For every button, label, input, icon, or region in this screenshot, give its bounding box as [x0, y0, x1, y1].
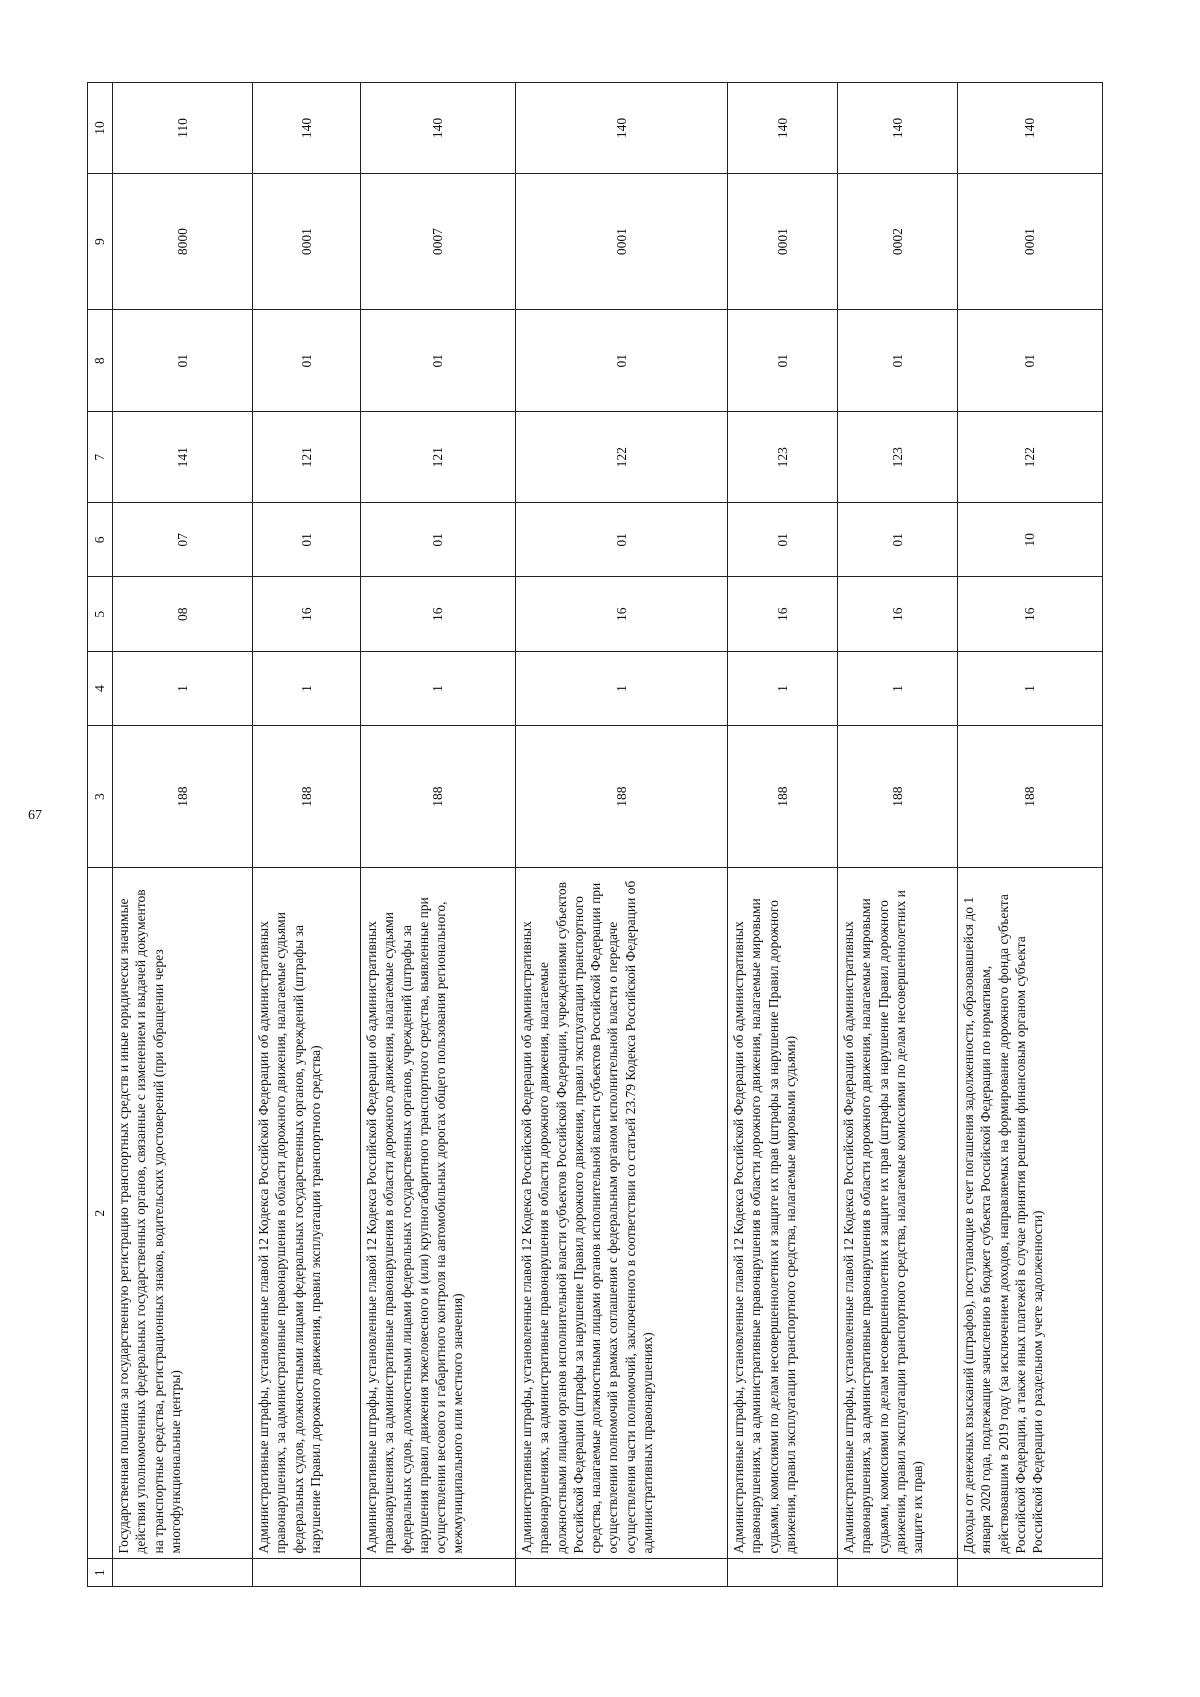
code-cell: 1 [361, 651, 516, 725]
code-cell: 8000 [113, 174, 253, 310]
code-cell: 01 [361, 503, 516, 577]
code-cell: 16 [361, 577, 516, 651]
code-cell: 08 [113, 577, 253, 651]
row-number-cell [113, 1559, 253, 1587]
header-cell: 2 [88, 868, 113, 1559]
code-cell: 121 [253, 412, 361, 503]
code-cell: 01 [113, 310, 253, 412]
header-cell: 1 [88, 1559, 113, 1587]
code-cell: 0001 [516, 174, 728, 310]
code-cell: 01 [516, 503, 728, 577]
admin-code-cell: 188 [361, 726, 516, 868]
code-cell: 16 [958, 577, 1103, 651]
admin-code-cell: 188 [958, 726, 1103, 868]
table-row [516, 83, 728, 1587]
code-cell: 140 [728, 83, 838, 174]
row-number-cell [838, 1559, 958, 1587]
code-cell: 16 [728, 577, 838, 651]
code-cell: 0002 [838, 174, 958, 310]
code-cell: 122 [958, 412, 1103, 503]
code-cell: 0001 [728, 174, 838, 310]
code-cell: 01 [958, 310, 1103, 412]
code-cell: 140 [516, 83, 728, 174]
admin-code-cell: 188 [728, 726, 838, 868]
code-cell: 110 [113, 83, 253, 174]
admin-code-cell: 188 [253, 726, 361, 868]
table-row [838, 83, 958, 1587]
code-cell: 01 [838, 310, 958, 412]
admin-code-cell: 188 [516, 726, 728, 868]
header-cell: 9 [88, 174, 113, 310]
code-cell: 123 [838, 412, 958, 503]
code-cell: 01 [838, 503, 958, 577]
row-number-cell [516, 1559, 728, 1587]
admin-code-cell: 188 [838, 726, 958, 868]
header-cell: 4 [88, 651, 113, 725]
code-cell: 01 [516, 310, 728, 412]
row-number-cell [253, 1559, 361, 1587]
code-cell: 0007 [361, 174, 516, 310]
code-cell: 123 [728, 412, 838, 503]
rotated-table-container [87, 82, 1097, 1587]
code-cell: 1 [113, 651, 253, 725]
code-cell: 122 [516, 412, 728, 503]
budget-classification-table [87, 82, 1103, 1587]
code-cell: 140 [253, 83, 361, 174]
admin-code-cell: 188 [113, 726, 253, 868]
table-row [958, 83, 1103, 1587]
page-number: 67 [28, 808, 42, 823]
header-cell: 8 [88, 310, 113, 412]
row-number-cell [728, 1559, 838, 1587]
code-cell: 01 [361, 310, 516, 412]
code-cell: 121 [361, 412, 516, 503]
description-cell: Административные штрафы, установленные главой 12 Кодекса Российской Федерации об административных правонарушениях, за административные правонарушения в области дорожного движения, налагаемые мировыми судьями, комиссиями по делам несовершеннолетних и защите их прав (штрафы за нарушение Правил дорожного движения, правил эксплуатации транспортного средства, налагаемые мировыми судьями) [728, 868, 838, 1559]
header-cell: 3 [88, 726, 113, 868]
code-cell: 01 [728, 503, 838, 577]
header-cell: 5 [88, 577, 113, 651]
code-cell: 07 [113, 503, 253, 577]
code-cell: 01 [728, 310, 838, 412]
code-cell: 0001 [253, 174, 361, 310]
description-cell: Административные штрафы, установленные главой 12 Кодекса Российской Федерации об административных правонарушениях, за административные правонарушения в области дорожного движения, налагаемые мировыми судьями, комиссиями по делам несовершеннолетних и защите их прав (штрафы за нарушение Правил дорожного движения, правил эксплуатации транспортного средства, налагаемые комиссиями по делам несовершеннолетних и защите их прав) [838, 868, 958, 1559]
code-cell: 1 [958, 651, 1103, 725]
row-number-cell [958, 1559, 1103, 1587]
table-row [361, 83, 516, 1587]
code-cell: 1 [516, 651, 728, 725]
description-cell: Административные штрафы, установленные главой 12 Кодекса Российской Федерации об административных правонарушениях, за административные правонарушения в области дорожного движения, налагаемые должностными лицами органов исполнительной власти субъектов Российской Федерации, учреждениями субъектов Российской Федерации (штрафы за нарушение Правил дорожного движения, правил эксплуатации транспортного средства, налагаемые должностными лицами органов исполнительной власти субъектов Российской Федерации при осуществлении полномочий в рамках соглашения с федеральным органом исполнительной власти о передаче осуществления части полномочий, заключенного в соответствии со статьей 23.79 Кодекса Российской Федерации об административных правонарушениях) [516, 868, 728, 1559]
header-cell: 6 [88, 503, 113, 577]
row-number-cell [361, 1559, 516, 1587]
description-cell: Государственная пошлина за государственную регистрацию транспортных средств и иные юридически значимые действия уполномоченных федеральных государственных органов, связанные с изменением и выдачей документов на транспортные средства, регистрационных знаков, водительских удостоверений (при обращении через многофункциональные центры) [113, 868, 253, 1559]
code-cell: 01 [253, 310, 361, 412]
description-cell: Административные штрафы, установленные главой 12 Кодекса Российской Федерации об административных правонарушениях, за административные правонарушения в области дорожного движения, налагаемые судьями федеральных судов, должностными лицами федеральных государственных органов, учреждений (штрафы за нарушение Правил дорожного движения, правил эксплуатации транспортного средства) [253, 868, 361, 1559]
code-cell: 0001 [958, 174, 1103, 310]
code-cell: 1 [728, 651, 838, 725]
header-cell: 10 [88, 83, 113, 174]
code-cell: 140 [361, 83, 516, 174]
table-row [113, 83, 253, 1587]
code-cell: 1 [253, 651, 361, 725]
code-cell: 16 [516, 577, 728, 651]
table-row [253, 83, 361, 1587]
header-cell: 7 [88, 412, 113, 503]
code-cell: 16 [253, 577, 361, 651]
code-cell: 10 [958, 503, 1103, 577]
description-cell: Доходы от денежных взысканий (штрафов), поступающие в счет погашения задолженности, образовавшейся до 1 января 2020 года, подлежащие зачислению в бюджет субъекта Российской Федерации по нормативам, действовавшим в 2019 году (за исключением доходов, направляемых на формирование дорожного фонда субъекта Российской Федерации, а также иных платежей в случае принятия решения финансовым органом субъекта Российской Федерации о раздельном учете задолженности) [958, 868, 1103, 1559]
code-cell: 140 [838, 83, 958, 174]
code-cell: 01 [253, 503, 361, 577]
table-row [728, 83, 838, 1587]
code-cell: 16 [838, 577, 958, 651]
description-cell: Административные штрафы, установленные главой 12 Кодекса Российской Федерации об административных правонарушениях, за административные правонарушения в области дорожного движения, налагаемые судьями федеральных судов, должностными лицами федеральных государственных органов, учреждений (штрафы за нарушения правил движения тяжеловесного и (или) крупногабаритного транспортного средства, выявленные при осуществлении весового и габаритного контроля на автомобильных дорогах общего пользования регионального, межмуниципального или местного значения) [361, 868, 516, 1559]
code-cell: 141 [113, 412, 253, 503]
header-row [88, 83, 113, 1587]
code-cell: 1 [838, 651, 958, 725]
code-cell: 140 [958, 83, 1103, 174]
